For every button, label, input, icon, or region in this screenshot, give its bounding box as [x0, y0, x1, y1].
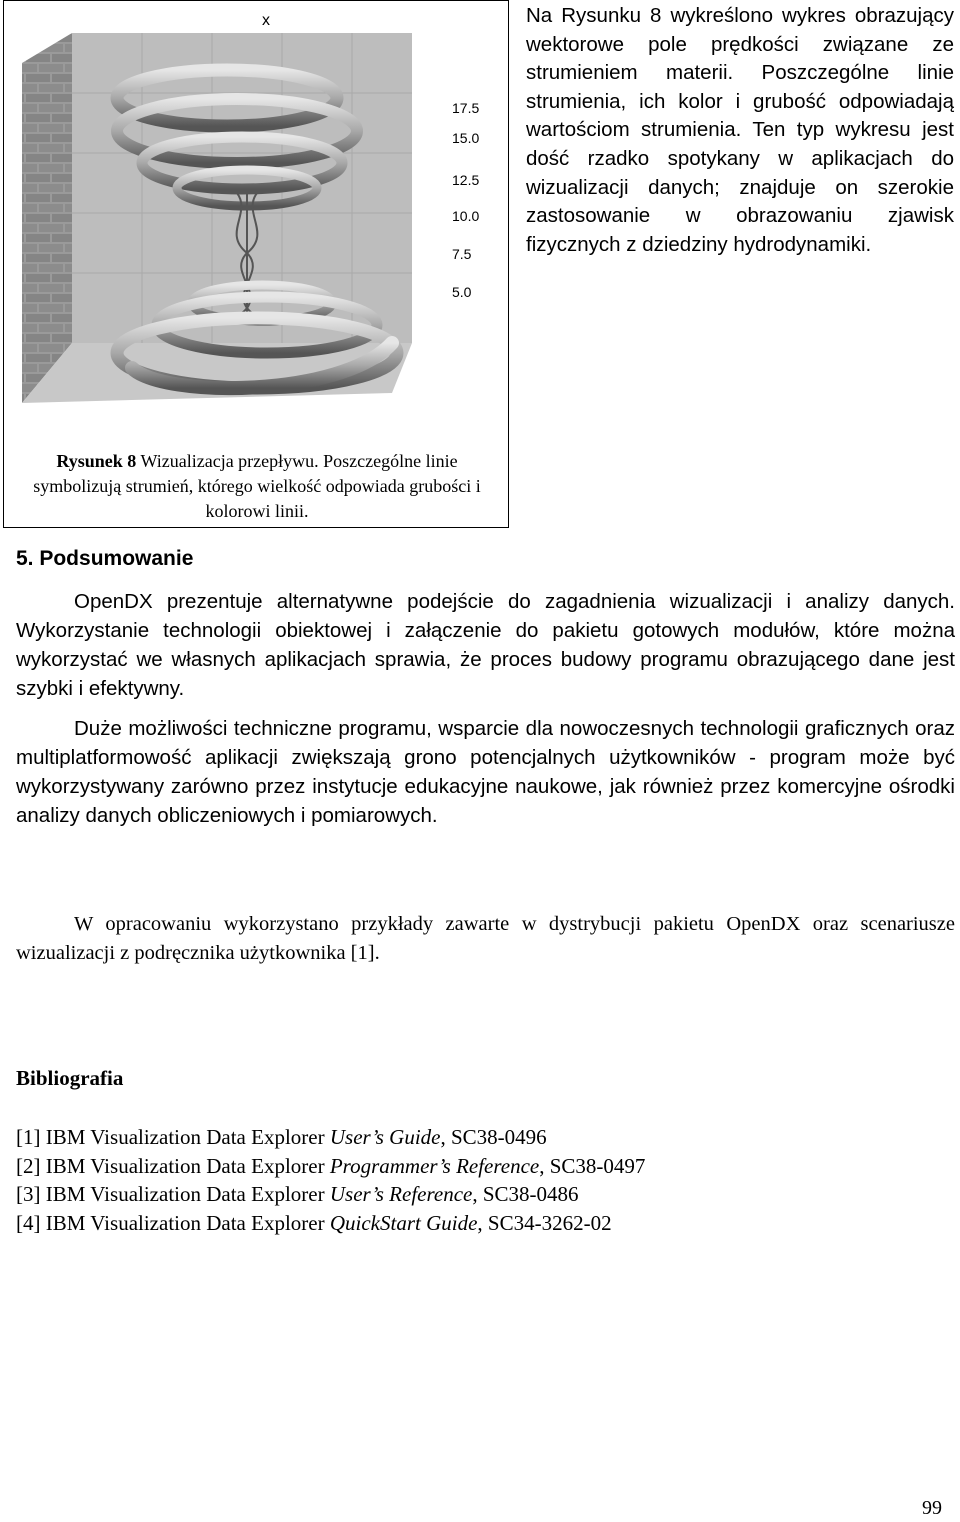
- bib-prefix: [3] IBM Visualization Data Explorer: [16, 1182, 330, 1207]
- bibliography-heading: Bibliografia: [16, 1066, 124, 1090]
- tick-label: 10.0: [452, 208, 480, 224]
- page-number: 99: [922, 1497, 942, 1519]
- flow-visualization-image: [12, 3, 500, 431]
- bib-prefix: [4] IBM Visualization Data Explorer: [16, 1211, 330, 1236]
- bibliography-item: [16, 1209, 645, 1238]
- paragraph-text: W opracowaniu wykorzystano przykłady zawarte w dystrybucji pakietu OpenDX oraz scenariusze wizualizacji z podręcznika użytkownika [1].: [16, 913, 955, 964]
- bib-prefix: [1] IBM Visualization Data Explorer: [16, 1125, 330, 1149]
- bib-suffix: , SC38-0496: [440, 1125, 547, 1149]
- paragraph-text: Duże możliwości techniczne programu, wsparcie dla nowoczesnych technologii graficznych oraz multiplatformowość aplikacji zwiększają grono potencjalnych użytkowników - program może być wykorzystywany zarówno przez instytucje edukacyjne naukowe, jak również przez komercyjne ośrodki analizy danych obliczeniowych i pomiarowych.: [16, 717, 955, 827]
- summary-paragraph: [16, 910, 955, 968]
- bib-suffix: , SC34-3262-02: [477, 1211, 612, 1236]
- bib-title: User’s Reference: [329, 1182, 473, 1207]
- bibliography-item: [16, 1152, 645, 1181]
- bibliography-item: [16, 1180, 645, 1209]
- section-heading: 5. Podsumowanie: [16, 547, 194, 570]
- figure-description-paragraph: Na Rysunku 8 wykreślono wykres obrazujący wektorowe pole prędkości związane ze strumieniem materii. Poszczególne linie strumienia, ich kolor i grubość odpowiadają wartościom strumienia. Ten typ wykresu jest dość rzadko spotykany w aplikacjach do wizualizacji danych; znajduje on szerokie zastosowanie w obrazowaniu zjawisk fizycznych z dziedziny hydrodynamiki.: [526, 4, 954, 256]
- figure-frame: [3, 0, 509, 528]
- tick-label: 15.0: [452, 130, 480, 146]
- bib-title: User’s Guide: [329, 1125, 441, 1149]
- tick-label: 5.0: [452, 284, 472, 300]
- summary-paragraph: [16, 714, 955, 830]
- figure-caption-label: Rysunek 8: [56, 451, 137, 471]
- bib-prefix: [2] IBM Visualization Data Explorer: [16, 1153, 330, 1178]
- summary-paragraph: [16, 587, 955, 703]
- bib-suffix: , SC38-0486: [472, 1182, 579, 1207]
- figure-caption: [14, 449, 500, 524]
- tick-label: 7.5: [452, 246, 472, 262]
- figure-caption-text: Wizualizacja przepływu. Poszczególne linie symbolizują strumień, którego wielkość odpowiada grubości i kolorowi linii.: [33, 451, 481, 521]
- paragraph-text: OpenDX prezentuje alternatywne podejście do zagadnienia wizualizacji i analizy danych. Wykorzystanie technologii obiektowej i załączenie do pakietu gotowych modułów, które można wykorzystać we własnych aplikacjach sprawia, że proces budowy programu obrazującego dane jest szybki i efektywny.: [16, 590, 955, 700]
- bib-title: QuickStart Guide: [329, 1211, 478, 1236]
- axis-x-label: x: [262, 12, 270, 29]
- bib-suffix: , SC38-0497: [539, 1153, 646, 1178]
- bibliography-list: [16, 1123, 645, 1238]
- tick-label: 17.5: [452, 100, 480, 116]
- bib-title: Programmer’s Reference: [329, 1153, 540, 1178]
- tick-label: 12.5: [452, 172, 480, 188]
- bibliography-item: [16, 1123, 645, 1152]
